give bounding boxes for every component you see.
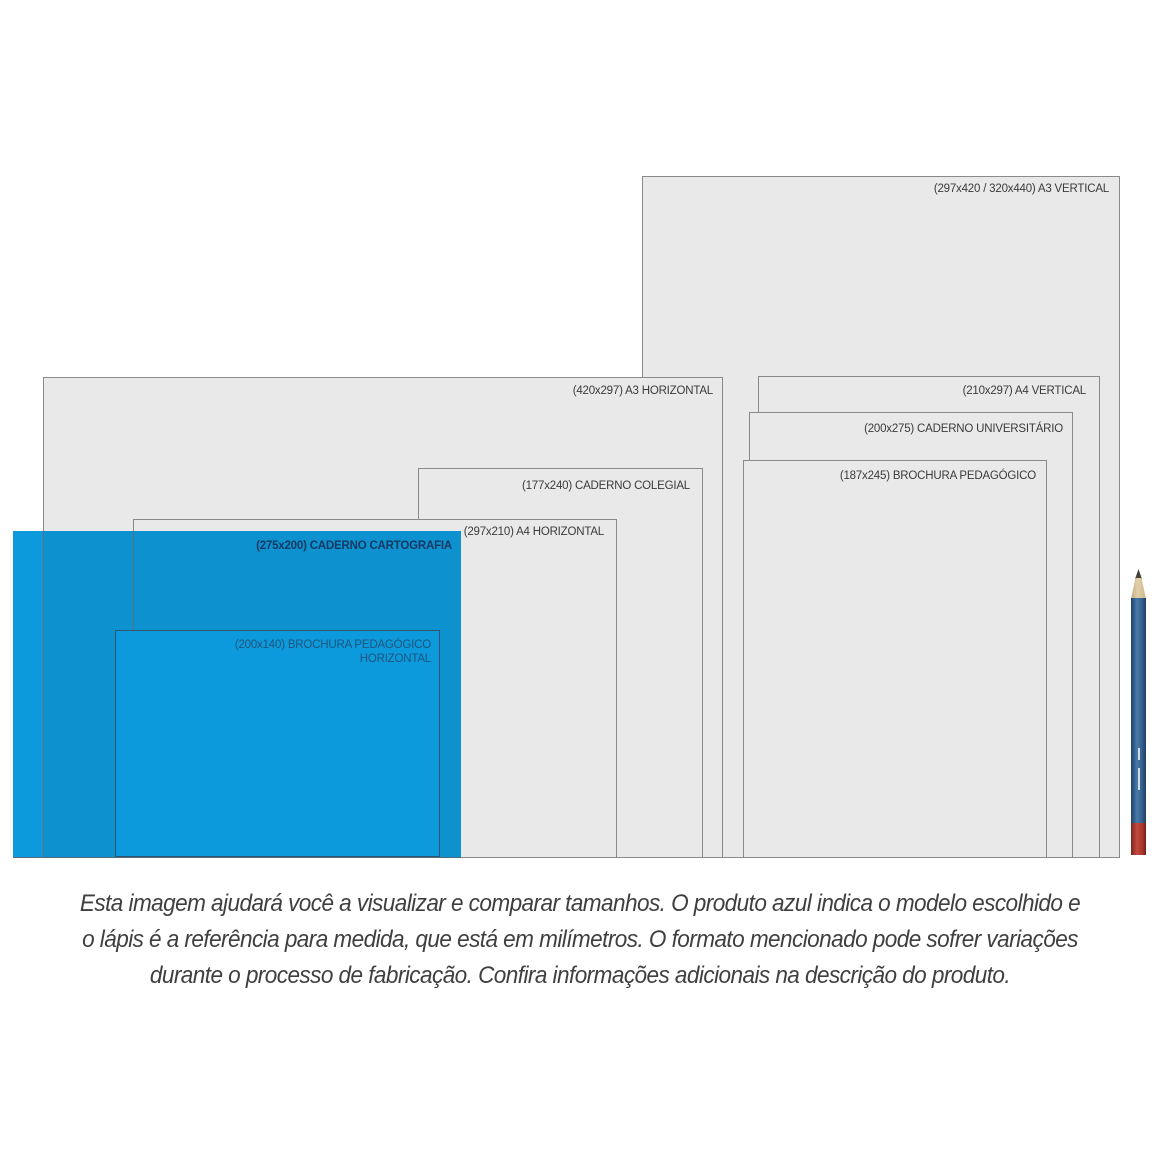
pencil-body bbox=[1131, 598, 1146, 823]
paper-label-a4-vertical: (210x297) A4 VERTICAL bbox=[962, 385, 1086, 397]
paper-label-caderno-cartografia: (275x200) CADERNO CARTOGRAFIA bbox=[256, 540, 452, 552]
a3-horizontal-left-edge-line bbox=[43, 531, 44, 858]
pencil-wood-tip bbox=[1131, 578, 1146, 599]
paper-label-a3-vertical: (297x420 / 320x440) A3 VERTICAL bbox=[933, 183, 1109, 195]
pencil-graphite-tip bbox=[1135, 569, 1142, 579]
pencil-brand-mark bbox=[1138, 768, 1140, 790]
paper-label-a4-horizontal: (297x210) A4 HORIZONTAL bbox=[463, 526, 604, 538]
pencil-graphic bbox=[1131, 569, 1146, 855]
pencil-brand-mark bbox=[1138, 748, 1140, 760]
caption-line-3: durante o processo de fabricação. Confira informações adicionais na descrição do produto. bbox=[149, 962, 1011, 989]
paper-label-line1: (200x140) BROCHURA PEDAGÓGICO bbox=[234, 639, 431, 651]
a4-horizontal-left-edge-line bbox=[133, 531, 134, 630]
paper-label-caderno-universitario: (200x275) CADERNO UNIVERSITÁRIO bbox=[864, 423, 1063, 435]
paper-label-brochura-pedagogico-horizontal bbox=[235, 638, 431, 666]
paper-label-caderno-colegial: (177x240) CADERNO COLEGIAL bbox=[521, 480, 690, 492]
paper-label-line2: HORIZONTAL bbox=[359, 653, 431, 665]
paper-box-brochura-pedagogico bbox=[743, 460, 1047, 858]
caption-text-block bbox=[0, 886, 1160, 994]
paper-label-brochura-pedagogico: (187x245) BROCHURA PEDAGÓGICO bbox=[839, 470, 1036, 482]
pencil-red-end-cap bbox=[1131, 823, 1146, 855]
caption-line-1: Esta imagem ajudará você a visualizar e comparar tamanhos. O produto azul indica o modelo escolhido e bbox=[79, 890, 1081, 917]
paper-box-brochura-pedagogico-horizontal bbox=[115, 630, 440, 857]
paper-label-a3-horizontal: (420x297) A3 HORIZONTAL bbox=[572, 385, 713, 397]
caption-line-2: o lápis é a referência para medida, que está em milímetros. O formato mencionado pode sofrer variações bbox=[82, 926, 1078, 953]
